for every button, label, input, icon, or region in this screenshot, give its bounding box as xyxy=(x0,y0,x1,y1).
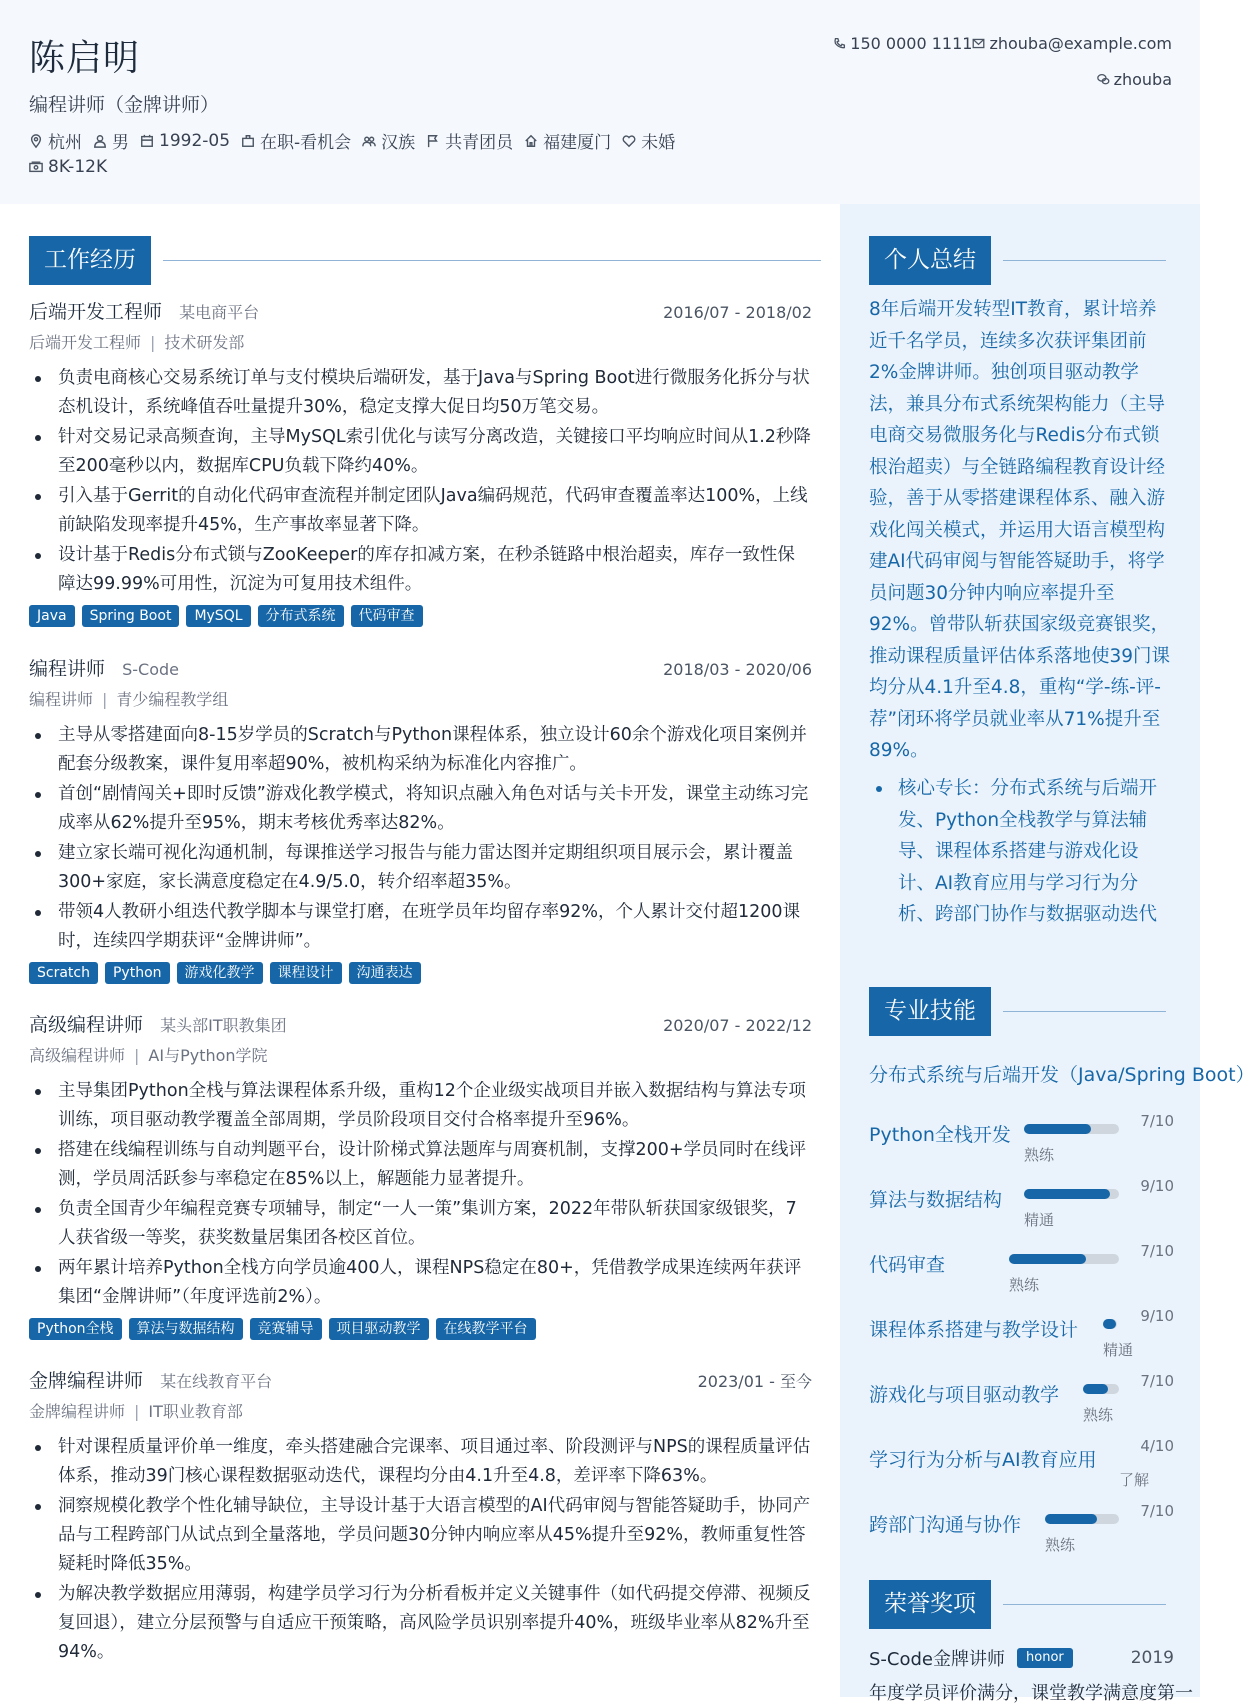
skill-tag: 竞赛辅导 xyxy=(250,1318,322,1340)
skill-score: 7/10 xyxy=(1140,1502,1174,1520)
skill-level: 熟练 xyxy=(1024,1146,1055,1164)
candidate-name: 陈启明 xyxy=(29,38,141,79)
skill-score: 9/10 xyxy=(1140,1177,1174,1195)
section-title: 专业技能 xyxy=(869,987,991,1036)
section-title: 个人总结 xyxy=(869,236,991,285)
skill-bar-fill xyxy=(1045,1514,1097,1524)
section-skills xyxy=(869,987,1166,1036)
award-row xyxy=(869,1645,1174,1671)
list-item: 针对课程质量评价单一维度，牵头搭建融合完课率、项目通过率、阶段测评与NPS的课程质量评估体系，推动39门核心课程数据驱动迭代，课程均分由4.1升至4.8，差评率下降63%。 xyxy=(29,1433,812,1491)
user-icon xyxy=(93,134,107,148)
phone-number: 150 0000 1111 xyxy=(850,34,973,53)
job-dept: IT职业教育部 xyxy=(148,1402,243,1421)
skill-tag: Java xyxy=(29,605,75,627)
job-role: 后端开发工程师 xyxy=(29,333,142,352)
phone-item[interactable] xyxy=(833,34,972,53)
skill-row xyxy=(869,1177,1174,1237)
location-icon xyxy=(29,134,43,148)
status-item xyxy=(241,128,351,153)
skill-bar xyxy=(1024,1124,1119,1134)
skill-score: 7/10 xyxy=(1140,1242,1174,1260)
salary-text: 8K-12K xyxy=(48,157,108,177)
skill-row xyxy=(869,1372,1174,1432)
list-item: 两年累计培养Python全栈方向学员逾400人，课程NPS稳定在80+，凭借教学成果连续两年获评集团“金牌讲师”（年度评选前2%）。 xyxy=(29,1254,812,1312)
section-title: 工作经历 xyxy=(29,236,151,285)
briefcase-icon xyxy=(241,134,255,148)
skill-row xyxy=(869,1437,1174,1497)
skill-row xyxy=(869,1242,1174,1302)
job-company: 某头部IT职教集团 xyxy=(160,1016,287,1035)
job-date: 2018/03 - 2020/06 xyxy=(663,660,812,679)
list-item: 带领4人教研小组迭代教学脚本与课堂打磨，在班学员年均留存率92%，个人累计交付超1200课时，连续四学期获评“金牌讲师”。 xyxy=(29,898,812,956)
personal-info-row xyxy=(29,128,686,153)
birth-item xyxy=(140,131,230,151)
job-title: 后端开发工程师 xyxy=(29,301,163,323)
job-company: S-Code xyxy=(122,660,179,679)
award-badge: honor xyxy=(1017,1648,1073,1668)
gender-text: 男 xyxy=(112,133,129,153)
job-subtitle: 金牌编程讲师 | IT职业教育部 xyxy=(29,1402,243,1421)
skill-name: 代码审查 xyxy=(869,1254,946,1276)
award-name: S-Code金牌讲师 xyxy=(869,1649,1006,1670)
section-divider xyxy=(1003,1604,1166,1605)
section-honors xyxy=(869,1580,1166,1629)
skill-bar xyxy=(1045,1514,1119,1524)
list-item: 引入基于Gerrit的自动化代码审查流程并制定团队Java编码规范，代码审查覆盖率达100%，上线前缺陷发现率提升45%，生产事故率显著下降。 xyxy=(29,482,812,540)
ethnicity-text: 汉族 xyxy=(381,133,416,153)
skill-score: 7/10 xyxy=(1140,1112,1174,1130)
skill-tag: Python全栈 xyxy=(29,1318,122,1340)
skill-tag: MySQL xyxy=(186,605,250,627)
list-item: 针对交易记录高频查询，主导MySQL索引优化与读写分离改造，关键接口平均响应时间从1.2秒降至200毫秒以内，数据库CPU负载下降约40%。 xyxy=(29,423,812,481)
job-date: 2020/07 - 2022/12 xyxy=(663,1016,812,1035)
skill-name: 算法与数据结构 xyxy=(869,1189,1003,1211)
salary-item xyxy=(29,157,107,177)
list-item: 主导集团Python全栈与算法课程体系升级，重构12个企业级实战项目并嵌入数据结构与算法专项训练，项目驱动教学覆盖全部周期，学员阶段项目交付合格率提升至96%。 xyxy=(29,1077,812,1135)
section-title: 荣誉奖项 xyxy=(869,1580,991,1629)
job-date: 2016/07 - 2018/02 xyxy=(663,303,812,322)
skill-name: 跨部门沟通与协作 xyxy=(869,1514,1022,1536)
status-text: 在职-看机会 xyxy=(260,133,352,153)
contact-row xyxy=(833,34,1172,53)
skill-row xyxy=(869,1502,1174,1562)
list-item: 建立家长端可视化沟通机制，每课推送学习报告与能力雷达图并定期组织项目展示会，累计覆盖300+家庭，家长满意度稳定在4.9/5.0，转介绍率超35%。 xyxy=(29,839,812,897)
job-role: 编程讲师 xyxy=(29,690,94,709)
skill-tag: Spring Boot xyxy=(82,605,180,627)
list-item: 设计基于Redis分布式锁与ZooKeeper的库存扣减方案，在秒杀链路中根治超卖，库存一致性保障达99.99%可用性，沉淀为可复用技术组件。 xyxy=(29,541,812,599)
job-role: 高级编程讲师 xyxy=(29,1046,126,1065)
city-item xyxy=(29,128,82,153)
skill-level: 熟练 xyxy=(1009,1276,1040,1294)
skill-tag: 项目驱动教学 xyxy=(329,1318,429,1340)
skill-tag: 在线教学平台 xyxy=(436,1318,536,1340)
candidate-title: 编程讲师（金牌讲师） xyxy=(29,94,220,116)
skill-level: 了解 xyxy=(1119,1471,1150,1489)
birth-text: 1992-05 xyxy=(159,130,231,151)
skill-bar xyxy=(1083,1384,1119,1394)
skill-bar-fill xyxy=(1024,1124,1091,1134)
marital-item xyxy=(622,128,675,153)
email-item[interactable] xyxy=(972,34,1172,53)
political-text: 共青团员 xyxy=(445,133,514,153)
job-tags xyxy=(29,1318,812,1340)
job-title: 金牌编程讲师 xyxy=(29,1370,144,1392)
email-address: zhouba@example.com xyxy=(989,34,1172,53)
job-role: 金牌编程讲师 xyxy=(29,1402,126,1421)
skill-score: 4/10 xyxy=(1140,1437,1174,1455)
job-dept: 青少编程教学组 xyxy=(116,690,229,709)
skill-level: 熟练 xyxy=(1083,1406,1114,1424)
wechat-item[interactable] xyxy=(1097,70,1172,89)
skill-tag: Scratch xyxy=(29,962,98,984)
job-bullets xyxy=(29,364,812,599)
list-item: 负责全国青少年编程竞赛专项辅导，制定“一人一策”集训方案，2022年带队斩获国家级银奖，7人获省级一等奖，获奖数量居集团各校区首位。 xyxy=(29,1195,812,1253)
skill-name: 学习行为分析与AI教育应用 xyxy=(869,1449,1097,1471)
skill-tag: 课程设计 xyxy=(270,962,342,984)
section-divider xyxy=(1003,1011,1166,1012)
skill-tag: 分布式系统 xyxy=(258,605,344,627)
job-company: 某电商平台 xyxy=(179,303,260,322)
ethnicity-item xyxy=(362,128,415,153)
hometown-text: 福建厦门 xyxy=(543,133,612,153)
skill-level: 精通 xyxy=(1103,1341,1134,1359)
skill-level: 熟练 xyxy=(1045,1536,1076,1554)
skill-bar-fill xyxy=(1103,1319,1116,1329)
salary-row xyxy=(29,157,118,177)
job-date: 2023/01 - 至今 xyxy=(697,1372,812,1391)
skill-tag: Python xyxy=(105,962,170,984)
skill-bar-fill xyxy=(1083,1384,1108,1394)
award-year: 2019 xyxy=(1130,1648,1174,1668)
skill-bar-fill xyxy=(1009,1254,1086,1264)
phone-icon xyxy=(833,37,846,50)
skill-row xyxy=(869,1112,1174,1172)
skill-tag: 代码审查 xyxy=(351,605,423,627)
job-dept: AI与Python学院 xyxy=(148,1046,268,1065)
wechat-id: zhouba xyxy=(1113,70,1172,89)
job-bullets xyxy=(29,721,812,956)
list-item: 主导从零搭建面向8-15岁学员的Scratch与Python课程体系，独立设计60余个游戏化项目案例并配套分级教案，课件复用率超90%，被机构采纳为标准化内容推广。 xyxy=(29,721,812,779)
hometown-item xyxy=(524,128,611,153)
job-title: 编程讲师 xyxy=(29,658,106,680)
job-bullets xyxy=(29,1077,812,1312)
skill-primary: 分布式系统与后端开发（Java/Spring Boot） xyxy=(869,1064,1255,1086)
flag-icon xyxy=(426,134,440,148)
summary-text: 8年后端开发转型IT教育，累计培养近千名学员，连续多次获评集团前2%金牌讲师。独创项目驱动教学法，兼具分布式系统架构能力（主导电商交易微服务化与Redis分布式锁根治超卖）与全链路编程教育设计经验，善于从零搭建课程体系、融入游戏化闯关模式，并运用大语言模型构建AI代码审阅与智能答疑助手，将学员问题30分钟内响应率提升至92%。曾带队斩获国家级竞赛银奖，推动课程质量评估体系落地使39门课均分从4.1升至4.8，重构“学-练-评-荐”闭环将学员就业率从71%提升至89%。 xyxy=(869,299,1171,761)
job-company: 某在线教育平台 xyxy=(160,1372,273,1391)
skill-bar-fill xyxy=(1024,1189,1110,1199)
skill-bar xyxy=(1024,1189,1119,1199)
job-bullets xyxy=(29,1433,812,1667)
list-item: 洞察规模化教学个性化辅导缺位，主导设计基于大语言模型的AI代码审阅与智能答疑助手，协同产品与工程跨部门从试点到全量落地，学员问题30分钟内响应率从45%提升至92%，教师重复性答疑耗时降低35%。 xyxy=(29,1492,812,1579)
skill-bar xyxy=(1009,1254,1119,1264)
list-item: 负责电商核心交易系统订单与支付模块后端研发，基于Java与Spring Boot进行微服务化拆分与状态机设计，系统峰值吞吐量提升30%，稳定支撑大促日均50万笔交易。 xyxy=(29,364,812,422)
job-subtitle: 编程讲师 | 青少编程教学组 xyxy=(29,690,229,709)
skill-score: 7/10 xyxy=(1140,1372,1174,1390)
job-subtitle: 高级编程讲师 | AI与Python学院 xyxy=(29,1046,268,1065)
job-entry xyxy=(29,297,812,627)
job-entry xyxy=(29,654,812,984)
city-text: 杭州 xyxy=(48,133,82,153)
marital-text: 未婚 xyxy=(641,133,676,153)
list-item: 搭建在线编程训练与自动判题平台，设计阶梯式算法题库与周赛机制，支撑200+学员同时在线评测，学员周活跃参与率稳定在85%以上，解题能力显著提升。 xyxy=(29,1136,812,1194)
skill-name: 游戏化与项目驱动教学 xyxy=(869,1384,1060,1406)
users-icon xyxy=(362,134,376,148)
summary-bullets xyxy=(869,773,1174,931)
award-description: 年度学员评价满分，课堂教学满意度第一 xyxy=(869,1683,1193,1704)
section-divider xyxy=(1003,260,1166,261)
job-entry xyxy=(29,1010,812,1340)
section-divider xyxy=(163,260,821,261)
list-item: 为解决教学数据应用薄弱，构建学员学习行为分析看板并定义关键事件（如代码提交停滞、视频反复回退），建立分层预警与自适应干预策略，高风险学员识别率提升40%，班级毕业率从82%升至94%。 xyxy=(29,1580,812,1667)
section-experience xyxy=(29,236,821,285)
job-dept: 技术研发部 xyxy=(164,333,245,352)
job-tags xyxy=(29,962,812,984)
skill-row xyxy=(869,1307,1174,1367)
skill-tag: 沟通表达 xyxy=(349,962,421,984)
job-entry xyxy=(29,1366,812,1668)
resume-header xyxy=(0,0,1200,204)
skill-name: 课程体系搭建与教学设计 xyxy=(869,1319,1079,1341)
job-title: 高级编程讲师 xyxy=(29,1014,144,1036)
job-subtitle: 后端开发工程师 | 技术研发部 xyxy=(29,333,245,352)
skill-bar xyxy=(1103,1319,1117,1329)
list-item: 核心专长：分布式系统与后端开发、Python全栈教学与算法辅导、课程体系搭建与游戏化设计、AI教育应用与学习行为分析、跨部门协作与数据驱动迭代 xyxy=(869,773,1174,931)
calendar-icon xyxy=(140,134,154,148)
gender-item xyxy=(93,128,129,153)
section-summary xyxy=(869,236,1166,285)
money-icon xyxy=(29,160,43,174)
list-item: 首创“剧情闯关+即时反馈”游戏化教学模式，将知识点融入角色对话与关卡开发，课堂主动练习完成率从62%提升至95%，期末考核优秀率达82%。 xyxy=(29,780,812,838)
heart-icon xyxy=(622,134,636,148)
skill-level: 精通 xyxy=(1024,1211,1055,1229)
job-tags xyxy=(29,605,812,627)
wechat-icon xyxy=(1097,73,1110,86)
skill-tag: 算法与数据结构 xyxy=(129,1318,243,1340)
skill-name: Python全栈开发 xyxy=(869,1124,1011,1146)
political-item xyxy=(426,128,513,153)
skill-score: 9/10 xyxy=(1140,1307,1174,1325)
skill-tag: 游戏化教学 xyxy=(177,962,263,984)
home-icon xyxy=(524,134,538,148)
mail-icon xyxy=(972,37,985,50)
